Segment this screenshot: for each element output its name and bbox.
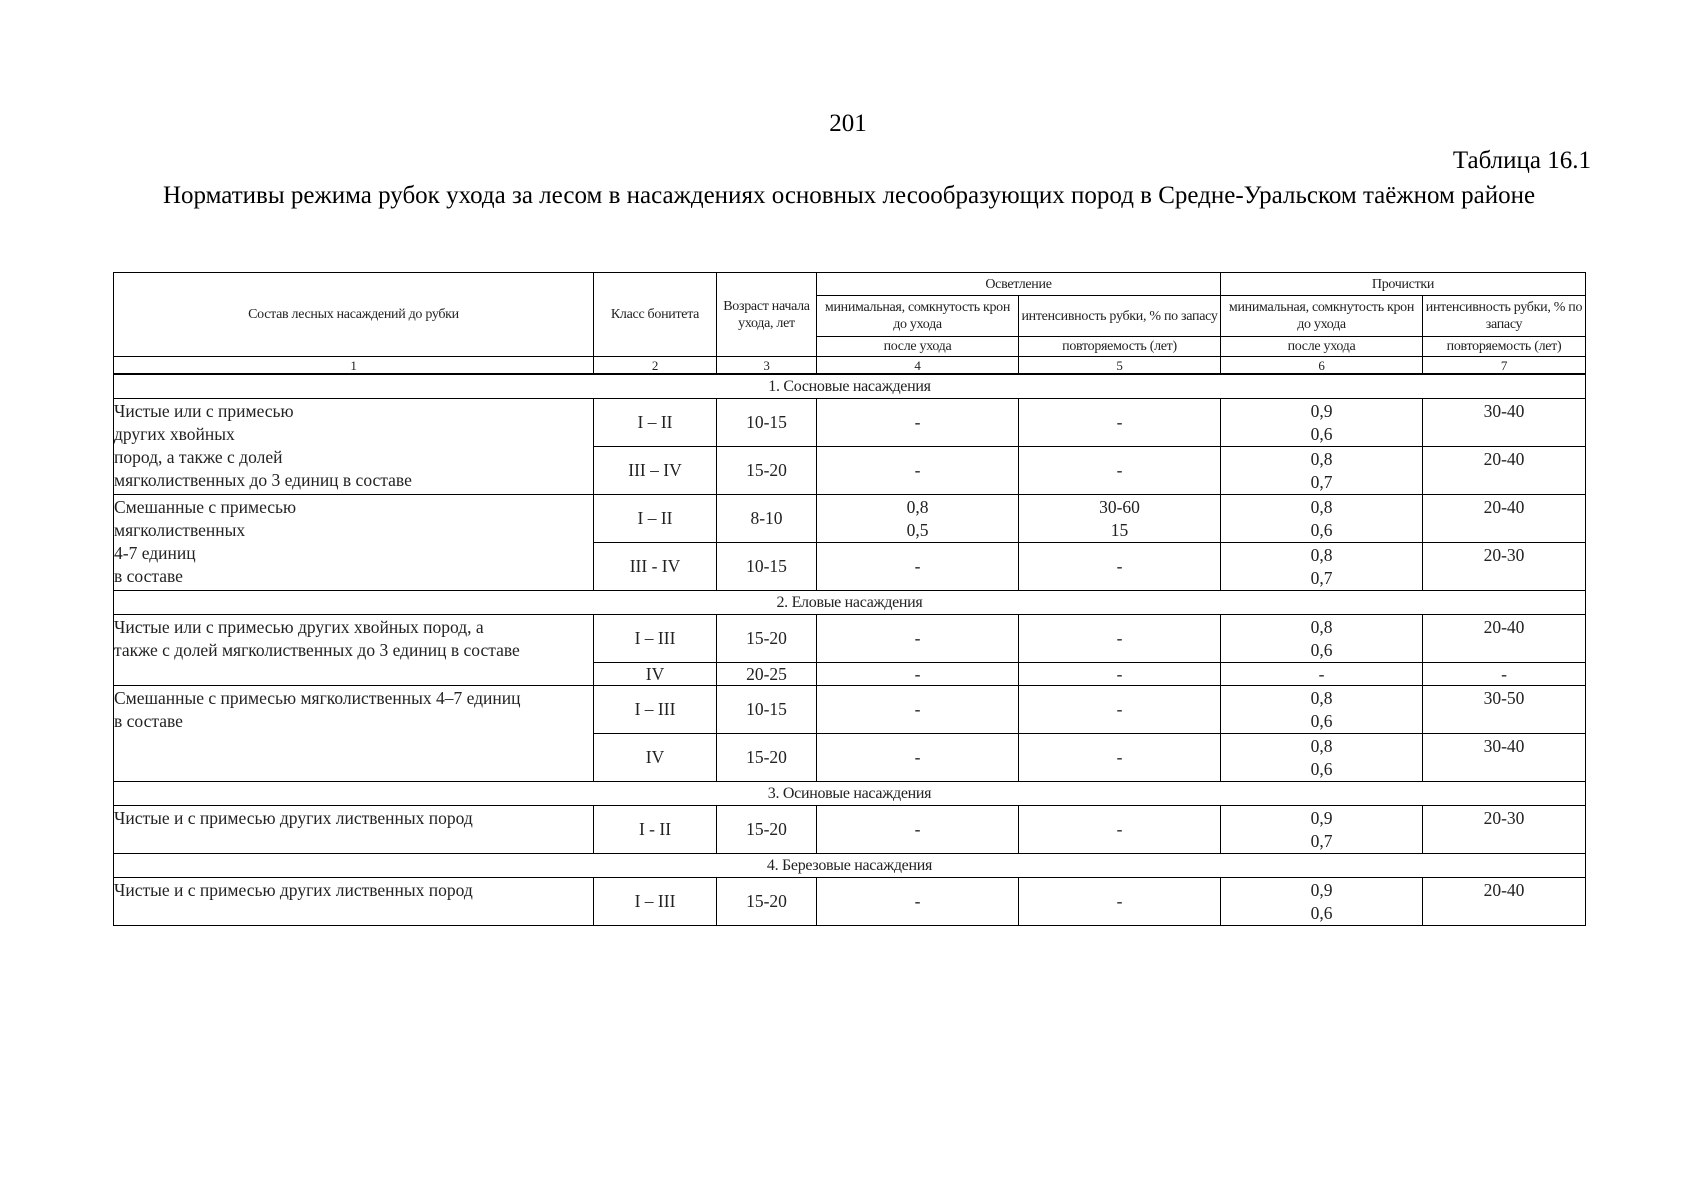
value-cell: 30-40 <box>1423 734 1586 782</box>
value-cell: 0,8 0,5 <box>817 495 1019 543</box>
age-cell: 15-20 <box>717 734 817 782</box>
value-cell: - <box>817 615 1019 663</box>
composition-line: других хвойных <box>114 424 235 444</box>
value-cell: - <box>1221 663 1423 686</box>
bonitet-cell: III – IV <box>594 447 717 495</box>
age-cell: 15-20 <box>717 615 817 663</box>
value-cell: - <box>817 663 1019 686</box>
header-bonitet: Класс бонитета <box>594 273 717 357</box>
table-row <box>114 495 1586 543</box>
header-composition: Состав лесных насаждений до рубки <box>114 273 594 357</box>
section-row <box>114 374 1586 399</box>
bonitet-cell: I – III <box>594 615 717 663</box>
table-row <box>114 878 1586 926</box>
page-number: 201 <box>829 110 867 137</box>
header-after-care: после ухода <box>817 337 1019 357</box>
value-cell: - <box>1019 615 1221 663</box>
age-cell: 10-15 <box>717 686 817 734</box>
composition-line: в составе <box>114 711 183 731</box>
composition-line: Чистые и с примесью других лиственных пород <box>114 808 473 828</box>
header-min-density-2: минимальная, сомкнутость крон до ухода <box>1221 296 1423 337</box>
value-cell: - <box>1019 878 1221 926</box>
value-cell: - <box>817 734 1019 782</box>
value-cell: - <box>1019 806 1221 854</box>
composition-line: 4-7 единиц <box>114 543 196 563</box>
value-cell: 30-40 <box>1423 399 1586 447</box>
value-cell: 0,8 0,6 <box>1221 686 1423 734</box>
table-title: Нормативы режима рубок ухода за лесом в насаждениях основных лесообразующих пород в Средне-Уральском таёжном районе <box>162 182 1536 209</box>
value-cell: 20-40 <box>1423 495 1586 543</box>
column-index: 3 <box>717 357 817 375</box>
composition-line: Чистые или с примесью <box>114 401 294 421</box>
composition-cell <box>114 399 594 495</box>
header-prochistki: Прочистки <box>1221 273 1586 296</box>
value-cell: 20-40 <box>1423 447 1586 495</box>
header-after-care-2: после ухода <box>1221 337 1423 357</box>
value-cell: 0,8 0,6 <box>1221 734 1423 782</box>
composition-line: пород, а также с долей <box>114 447 283 467</box>
bonitet-cell: IV <box>594 734 717 782</box>
value-cell: - <box>1423 663 1586 686</box>
value-cell: - <box>817 686 1019 734</box>
section-title: 1. Сосновые насаждения <box>114 374 1586 399</box>
value-cell: 30-60 15 <box>1019 495 1221 543</box>
composition-line: Чистые и с примесью других лиственных пород <box>114 880 473 900</box>
bonitet-cell: I - II <box>594 806 717 854</box>
value-cell: - <box>1019 734 1221 782</box>
value-cell: 20-30 <box>1423 543 1586 591</box>
header-repeat-2: повторяемость (лет) <box>1423 337 1586 357</box>
composition-line: также с долей мягколиственных до 3 единиц в составе <box>114 640 520 660</box>
value-cell: 30-50 <box>1423 686 1586 734</box>
composition-cell <box>114 806 594 854</box>
bonitet-cell: I – II <box>594 495 717 543</box>
composition-line: Смешанные с примесью мягколиственных 4–7 единиц <box>114 688 521 708</box>
bonitet-cell: III - IV <box>594 543 717 591</box>
value-cell: - <box>1019 543 1221 591</box>
norms-table <box>113 272 1586 926</box>
column-index: 1 <box>114 357 594 375</box>
section-title: 2. Еловые насаждения <box>114 591 1586 615</box>
value-cell: 0,9 0,6 <box>1221 878 1423 926</box>
composition-line: Чистые или с примесью других хвойных пород, а <box>114 617 484 637</box>
value-cell: 0,8 0,6 <box>1221 495 1423 543</box>
value-cell: - <box>817 878 1019 926</box>
value-cell: 0,8 0,7 <box>1221 447 1423 495</box>
composition-line: мягколиственных <box>114 520 246 540</box>
age-cell: 8-10 <box>717 495 817 543</box>
table-row <box>114 686 1586 734</box>
age-cell: 20-25 <box>717 663 817 686</box>
value-cell: - <box>817 806 1019 854</box>
bonitet-cell: I – III <box>594 686 717 734</box>
header-min-density: минимальная, сомкнутость крон до ухода <box>817 296 1019 337</box>
section-row <box>114 782 1586 806</box>
composition-line: Смешанные с примесью <box>114 497 297 517</box>
age-cell: 15-20 <box>717 806 817 854</box>
age-cell: 10-15 <box>717 543 817 591</box>
column-index: 5 <box>1019 357 1221 375</box>
section-title: 4. Березовые насаждения <box>114 854 1586 878</box>
table-row <box>114 806 1586 854</box>
composition-line: мягколиственных до 3 единиц в составе <box>114 470 412 490</box>
bonitet-cell: IV <box>594 663 717 686</box>
column-index: 2 <box>594 357 717 375</box>
value-cell: 20-30 <box>1423 806 1586 854</box>
value-cell: 0,9 0,6 <box>1221 399 1423 447</box>
header-repeat: повторяемость (лет) <box>1019 337 1221 357</box>
value-cell: - <box>817 399 1019 447</box>
value-cell: - <box>1019 447 1221 495</box>
value-cell: 20-40 <box>1423 878 1586 926</box>
table-row <box>114 615 1586 663</box>
value-cell: - <box>817 543 1019 591</box>
value-cell: - <box>1019 399 1221 447</box>
value-cell: 0,8 0,6 <box>1221 615 1423 663</box>
table-label: Таблица 16.1 <box>1452 147 1591 174</box>
composition-line: в составе <box>114 566 183 586</box>
column-index: 4 <box>817 357 1019 375</box>
section-title: 3. Осиновые насаждения <box>114 782 1586 806</box>
table-row <box>114 399 1586 447</box>
value-cell: 20-40 <box>1423 615 1586 663</box>
section-row <box>114 591 1586 615</box>
composition-cell <box>114 686 594 782</box>
bonitet-cell: I – II <box>594 399 717 447</box>
value-cell: - <box>1019 686 1221 734</box>
bonitet-cell: I – III <box>594 878 717 926</box>
composition-cell <box>114 615 594 686</box>
header-osvetlenie: Осветление <box>817 273 1221 296</box>
value-cell: 0,8 0,7 <box>1221 543 1423 591</box>
composition-cell <box>114 878 594 926</box>
age-cell: 15-20 <box>717 447 817 495</box>
value-cell: 0,9 0,7 <box>1221 806 1423 854</box>
section-row <box>114 854 1586 878</box>
column-index: 7 <box>1423 357 1586 375</box>
age-cell: 10-15 <box>717 399 817 447</box>
age-cell: 15-20 <box>717 878 817 926</box>
value-cell: - <box>817 447 1019 495</box>
composition-cell <box>114 495 594 591</box>
header-age: Возраст начала ухода, лет <box>717 273 817 357</box>
value-cell: - <box>1019 663 1221 686</box>
header-intensity: интенсивность рубки, % по запасу <box>1019 296 1221 337</box>
header-intensity-2: интенсивность рубки, % по запасу <box>1423 296 1586 337</box>
column-index: 6 <box>1221 357 1423 375</box>
